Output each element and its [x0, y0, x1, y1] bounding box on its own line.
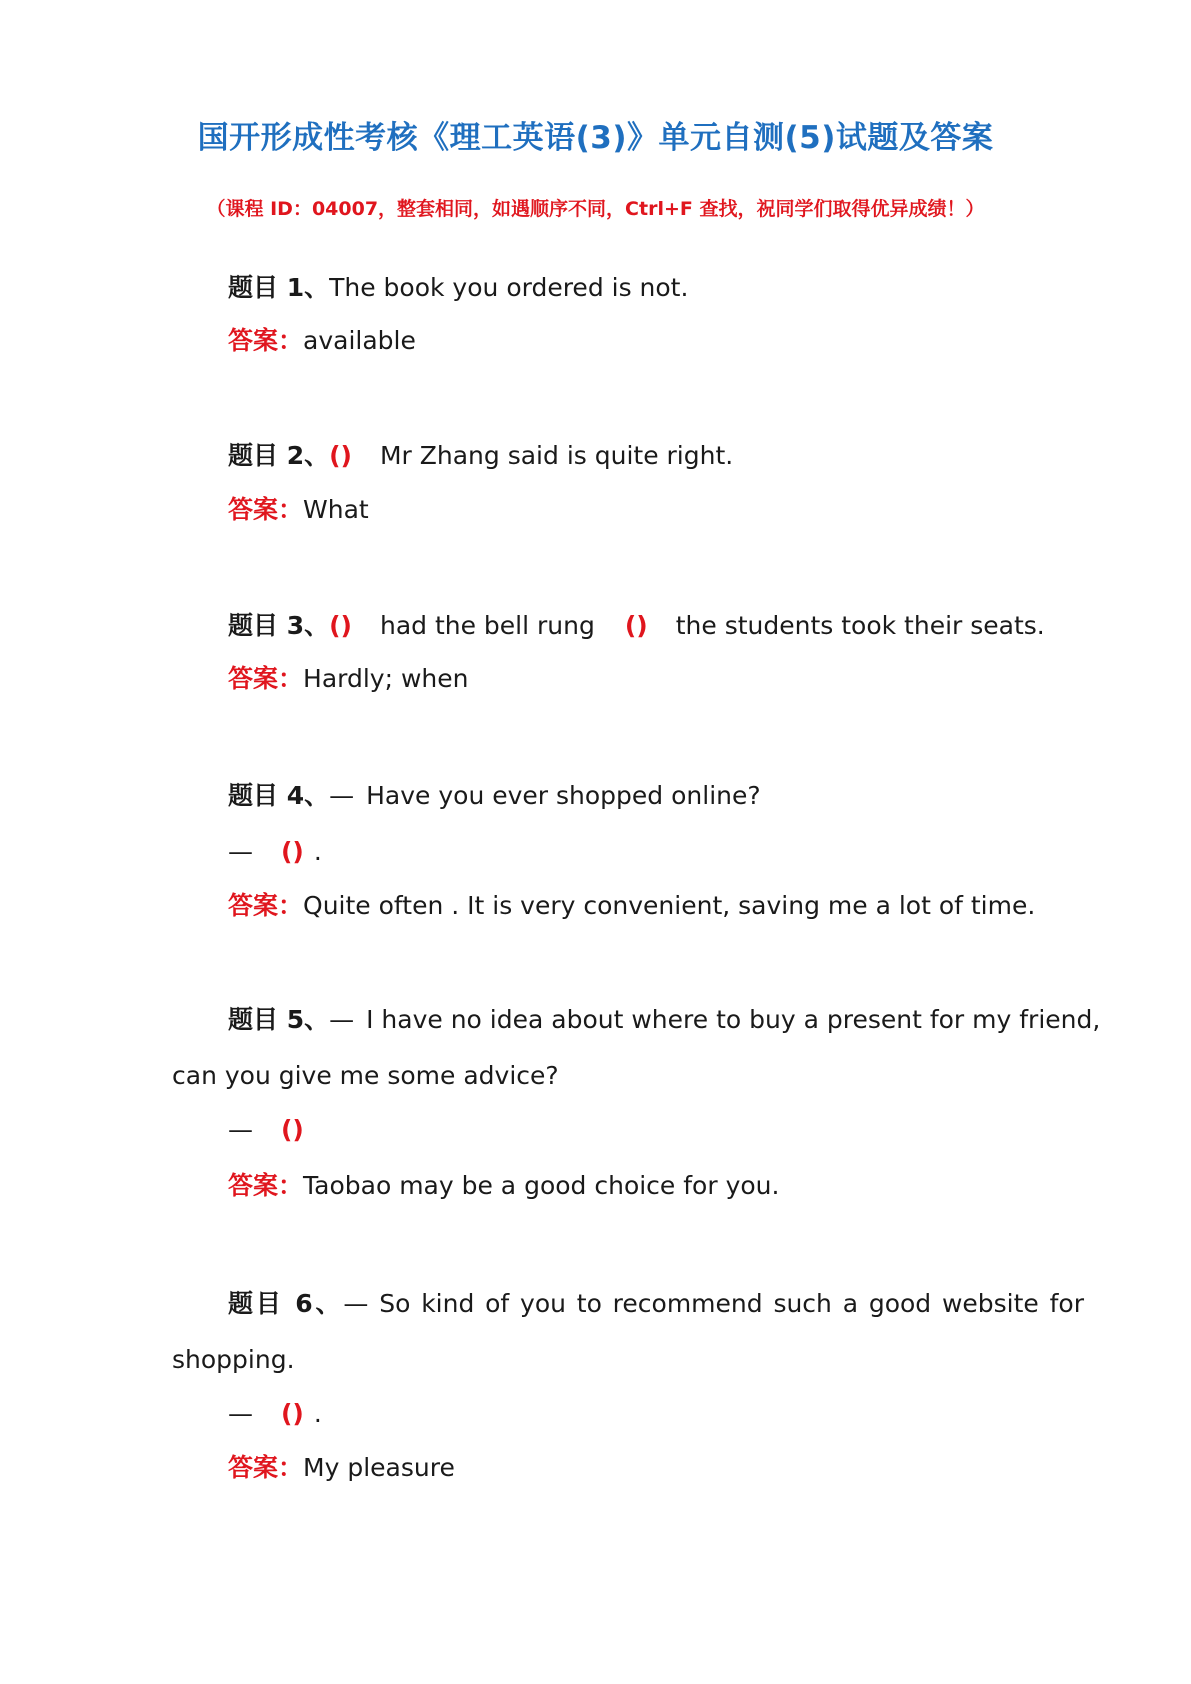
- blank-parentheses: (): [281, 1399, 304, 1428]
- answer-text: My pleasure: [303, 1453, 455, 1482]
- answer-3: [228, 663, 468, 695]
- answer-text: What: [303, 495, 369, 524]
- question-2: [228, 440, 733, 472]
- answer-5: [228, 1170, 779, 1202]
- question-5-continued: [172, 1060, 559, 1092]
- dash: —: [228, 1399, 253, 1428]
- dash: —: [329, 1005, 355, 1034]
- reply-6: [228, 1398, 322, 1430]
- question-4: [228, 780, 761, 812]
- question-text: The book you ordered is not.: [329, 273, 689, 302]
- document-title: 国开形成性考核《理工英语(3)》单元自测(5)试题及答案: [197, 120, 994, 156]
- question-text: Have you ever shopped online?: [366, 781, 761, 810]
- question-6-continued: [172, 1344, 295, 1376]
- dash: —: [329, 781, 355, 810]
- question-text: I have no idea about where to buy a present for my friend,: [366, 1005, 1101, 1034]
- question-text: the students took their seats.: [675, 611, 1045, 640]
- answer-1: [228, 325, 416, 357]
- dash: —: [228, 1115, 253, 1144]
- question-label: 题目 4、: [228, 781, 330, 810]
- question-text: So kind of you to recommend such a good website for: [379, 1289, 1084, 1318]
- answer-4: [228, 890, 1035, 922]
- question-label: 题目 5、: [228, 1005, 330, 1034]
- answer-label: 答案：: [228, 495, 304, 524]
- reply-5: [228, 1114, 304, 1146]
- reply-suffix: .: [313, 837, 322, 866]
- blank-parentheses: (): [624, 611, 648, 640]
- answer-label: 答案：: [228, 891, 304, 920]
- reply-suffix: .: [313, 1399, 322, 1428]
- question-label: 题目 2、: [228, 441, 330, 470]
- question-1: [228, 272, 688, 304]
- answer-text: available: [303, 326, 416, 355]
- question-label: 题目 3、: [228, 611, 330, 640]
- answer-text: Quite often . It is very convenient, saving me a lot of time.: [303, 891, 1036, 920]
- answer-label: 答案：: [228, 664, 304, 693]
- blank-parentheses: (): [329, 441, 352, 470]
- question-6: [228, 1288, 1084, 1320]
- answer-2: [228, 494, 369, 526]
- question-text: shopping.: [172, 1345, 295, 1374]
- question-text: can you give me some advice?: [172, 1061, 559, 1090]
- question-label: 题目 6、: [228, 1289, 344, 1318]
- document-subtitle: （课程 ID：04007，整套相同，如遇顺序不同，Ctrl+F 查找，祝同学们取得优异成绩！）: [206, 198, 985, 220]
- blank-parentheses: (): [281, 837, 304, 866]
- blank-parentheses: (): [281, 1115, 304, 1144]
- question-text: Mr Zhang said is quite right.: [379, 441, 734, 470]
- answer-label: 答案：: [228, 326, 304, 355]
- answer-label: 答案：: [228, 1171, 304, 1200]
- answer-6: [228, 1452, 455, 1484]
- dash: —: [343, 1289, 369, 1318]
- question-label: 题目 1、: [228, 273, 330, 302]
- answer-label: 答案：: [228, 1453, 304, 1482]
- answer-text: Hardly; when: [303, 664, 469, 693]
- dash: —: [228, 837, 253, 866]
- answer-text: Taobao may be a good choice for you.: [303, 1171, 780, 1200]
- question-5: [228, 1004, 1100, 1036]
- blank-parentheses: (): [329, 611, 352, 640]
- reply-4: [228, 836, 322, 868]
- question-3: [228, 610, 1045, 642]
- question-text: had the bell rung: [379, 611, 595, 640]
